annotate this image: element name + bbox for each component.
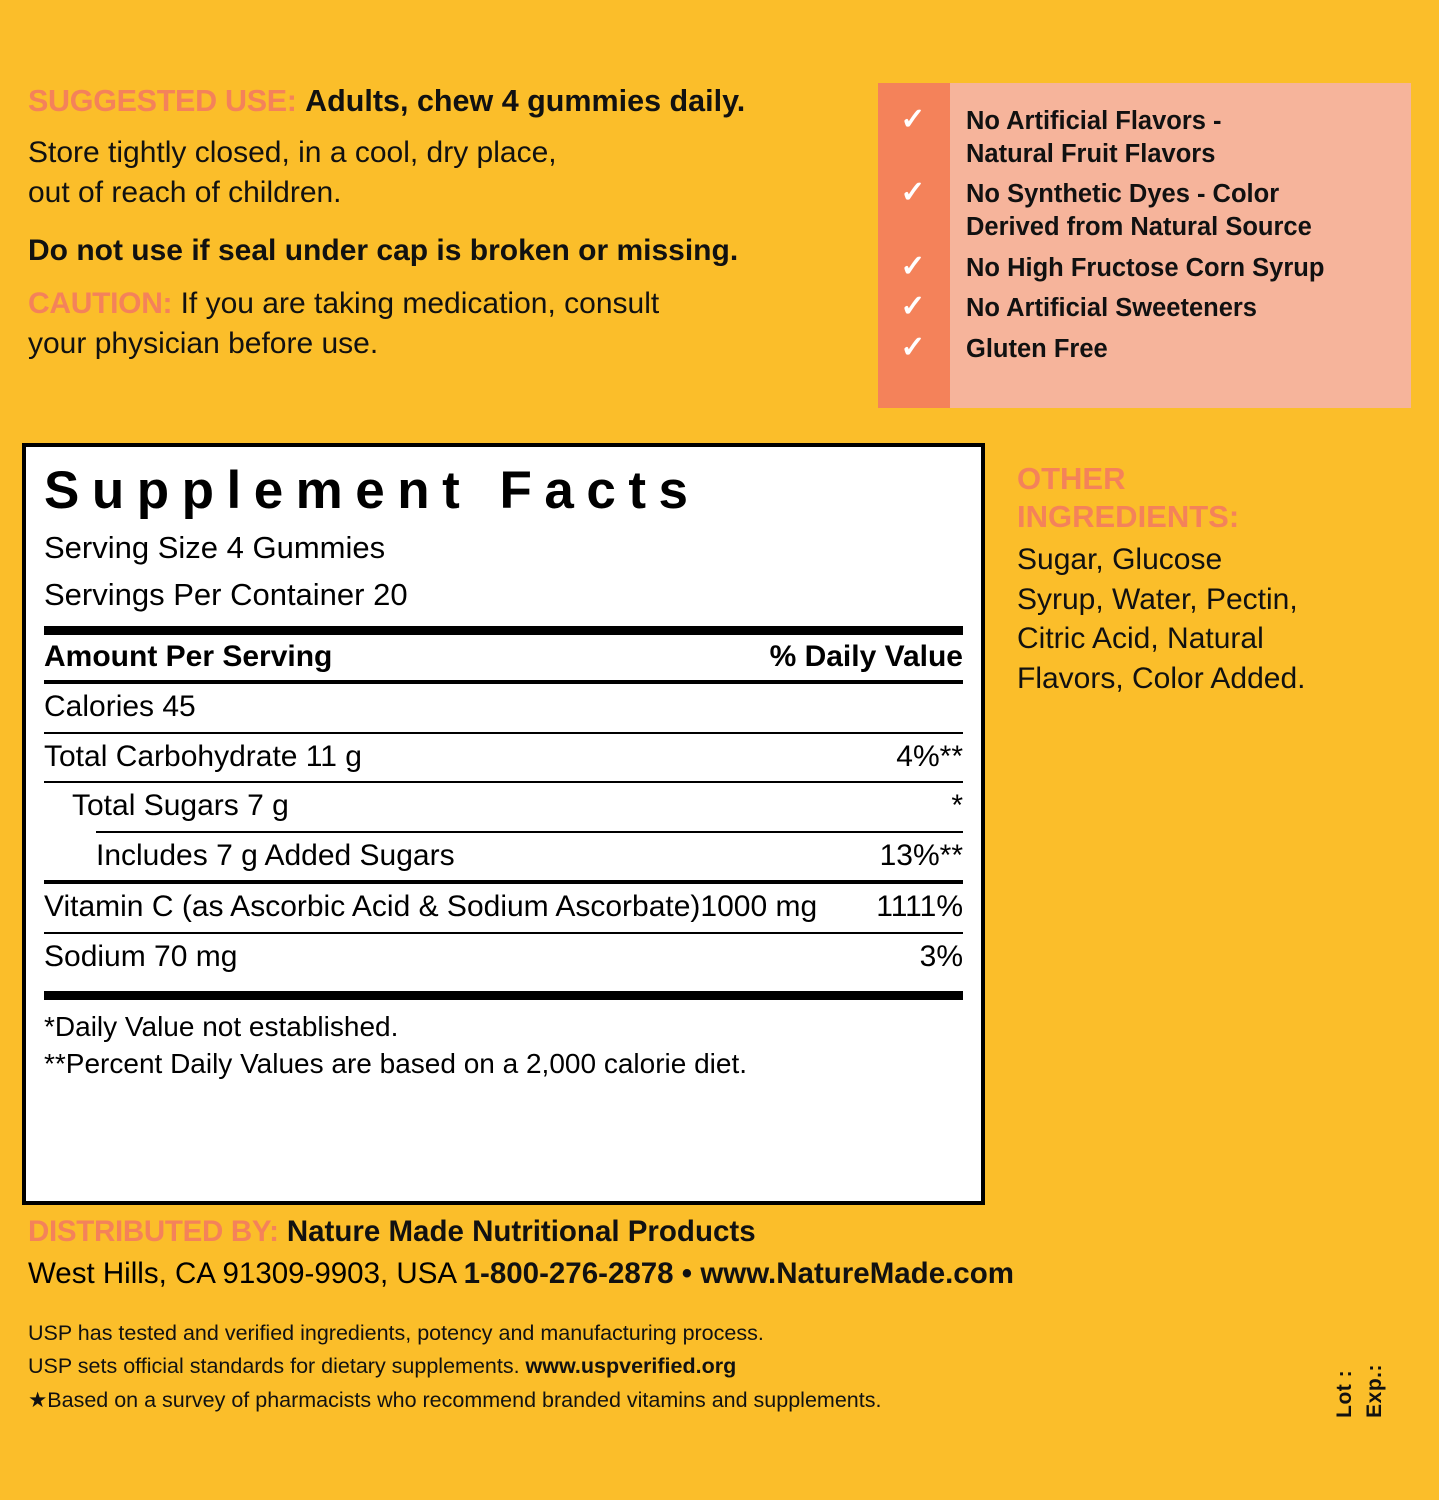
seal-warning: Do not use if seal under cap is broken or missing. [28, 233, 739, 267]
claim-text [950, 105, 1222, 170]
table-row [44, 833, 963, 881]
check-mark-icon: ✓ [900, 330, 926, 364]
nutrient-dv: * [951, 789, 963, 823]
distributor-website[interactable]: www.NatureMade.com [700, 1257, 1014, 1291]
usp-verified-url[interactable]: www.uspverified.org [525, 1354, 737, 1379]
storage-line-1: Store tightly closed, in a cool, dry place, [28, 136, 557, 170]
distributed-by-block [28, 1213, 1128, 1294]
servings-per-container: Servings Per Container 20 [44, 576, 408, 612]
table-row [44, 934, 963, 982]
table-header-row [44, 635, 963, 681]
col-daily-value: % Daily Value [769, 639, 963, 673]
claims-panel [878, 83, 1411, 408]
claim-text: No Artificial Sweeteners [966, 294, 1257, 323]
list-item [900, 103, 1411, 170]
serving-size: Serving Size 4 Gummies [44, 529, 386, 565]
list-item [900, 330, 1411, 366]
storage-line-2: out of reach of children. [28, 175, 342, 209]
nutrient-name: Total Carbohydrate 11 g [44, 739, 362, 773]
footnote-daily-value: *Daily Value not established. [44, 1011, 399, 1043]
list-item [900, 176, 1411, 243]
table-row [44, 734, 963, 782]
caution-line-2: your physician before use. [28, 326, 379, 360]
distributor-phone[interactable]: 1-800-276-2878 [463, 1257, 674, 1291]
lot-exp-block [1333, 1364, 1387, 1418]
nutrient-dv: 4%** [896, 739, 963, 773]
list-item [900, 249, 1411, 285]
fine-print-line-1: USP has tested and verified ingredients, potency and manufacturing process. [28, 1321, 764, 1345]
other-ingredients-title-line-2: INGREDIENTS: [1017, 498, 1240, 534]
claims-body [900, 83, 1411, 408]
other-ingredients-block [1017, 460, 1417, 699]
nutrient-name: Calories 45 [44, 690, 196, 724]
divider-thick [44, 626, 963, 635]
check-mark-icon: ✓ [900, 176, 926, 210]
other-ingredients-line-1: Sugar, Glucose [1017, 542, 1223, 576]
claims-list [900, 103, 1411, 373]
bullet-separator: • [681, 1257, 693, 1291]
other-ingredients-title-line-1: OTHER [1017, 461, 1126, 496]
col-amount-per-serving: Amount Per Serving [44, 639, 333, 673]
check-mark-icon: ✓ [900, 103, 926, 136]
divider-thick [44, 991, 963, 1000]
table-row [44, 684, 963, 732]
other-ingredients-line-4: Flavors, Color Added. [1017, 662, 1306, 696]
nutrient-name: Sodium 70 mg [44, 939, 238, 973]
nutrient-name: Vitamin C (as Ascorbic Acid & Sodium Ascorbate)1000 mg [44, 890, 818, 924]
check-mark-icon: ✓ [900, 249, 926, 283]
suggested-use-line [28, 82, 848, 121]
nutrient-dv: 13%** [879, 838, 963, 872]
suggested-use-value: Adults, chew 4 gummies daily. [305, 84, 746, 118]
claim-text: Gluten Free [966, 334, 1108, 363]
other-ingredients-body [1017, 540, 1417, 700]
list-item [900, 290, 1411, 325]
caution-block [28, 284, 848, 364]
footnote-percent-dv: **Percent Daily Values are based on a 2,000 calorie diet. [44, 1048, 748, 1080]
table-row [44, 884, 963, 932]
suggested-use-label: SUGGESTED USE: [28, 84, 297, 118]
distributed-by-line-1 [28, 1213, 1128, 1251]
distributor-address: West Hills, CA 91309-9903, USA [28, 1257, 456, 1291]
supplement-facts-inner [44, 461, 963, 1083]
fine-print-line-2 [28, 1350, 1178, 1383]
claim-line-2: Natural Fruit Flavors [966, 139, 1216, 168]
claim-line-1: No Artificial Flavors - [966, 107, 1222, 135]
suggested-use-block [28, 82, 848, 364]
claim-text: No High Fructose Corn Syrup [966, 253, 1325, 282]
other-ingredients-line-2: Syrup, Water, Pectin, [1017, 582, 1298, 616]
supplement-facts-title: Supplement Facts [44, 461, 701, 520]
nutrient-name: Total Sugars 7 g [72, 789, 289, 823]
fine-print-line-2-text: USP sets official standards for dietary supplements. [28, 1354, 520, 1379]
supplement-facts-footnotes [44, 1000, 963, 1083]
fine-print-line-3: ★Based on a survey of pharmacists who recommend branded vitamins and supplements. [28, 1387, 882, 1412]
caution-line-1: If you are taking medication, consult [180, 286, 660, 320]
usp-fine-print [28, 1317, 1178, 1417]
other-ingredients-title [1017, 460, 1417, 536]
claim-text [950, 178, 1312, 243]
supplement-facts-panel [22, 443, 985, 1205]
claim-line-1: No Synthetic Dyes - Color [966, 180, 1280, 209]
check-mark-icon: ✓ [900, 290, 926, 324]
lot-label: Lot : [1333, 1370, 1356, 1418]
claim-line-2: Derived from Natural Source [966, 212, 1312, 241]
other-ingredients-line-3: Citric Acid, Natural [1017, 622, 1264, 656]
distributed-by-label: DISTRIBUTED BY: [28, 1215, 279, 1248]
exp-label: Exp.: [1363, 1364, 1386, 1418]
storage-instructions [28, 133, 848, 213]
distributed-by-line-2 [28, 1255, 1128, 1293]
nutrient-name: Includes 7 g Added Sugars [96, 838, 455, 872]
table-row [44, 783, 963, 831]
distributor-company: Nature Made Nutritional Products [286, 1215, 756, 1248]
nutrient-dv: 1111% [876, 890, 963, 924]
nutrient-dv: 3% [919, 939, 963, 973]
caution-label: CAUTION: [28, 286, 173, 320]
